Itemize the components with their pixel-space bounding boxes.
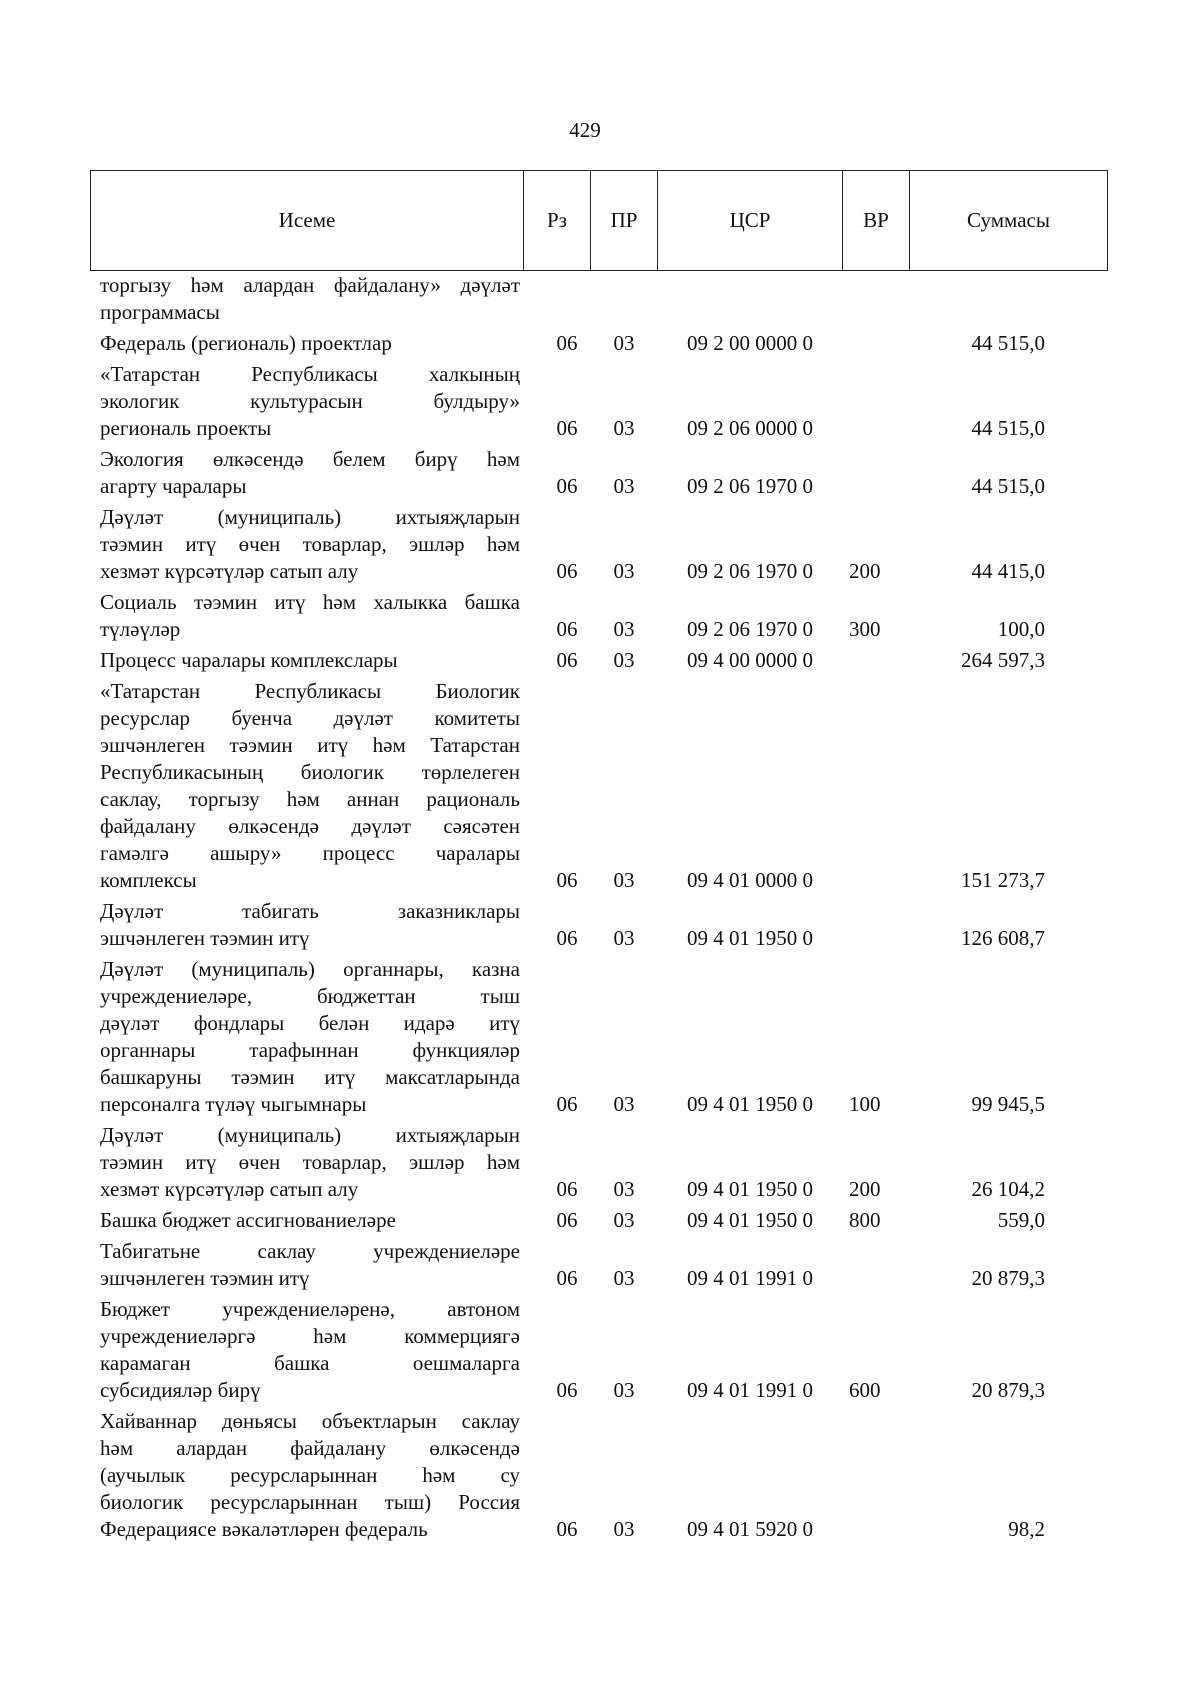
row-rz: 06: [556, 1092, 578, 1116]
row-rz: 06: [556, 1266, 578, 1290]
row-name-line: Республикасының биологик төрлелеген: [100, 760, 520, 784]
row-name-line: (аучылык ресурсларыннан һәм су: [100, 1463, 520, 1487]
row-csr: 09 4 01 1950 0: [687, 926, 813, 950]
row-name: [90, 647, 520, 674]
row-sum: 20 879,3: [971, 1266, 1045, 1290]
header-name: Исеме: [91, 171, 524, 271]
row-name-line: тәэмин итү өчен товарлар, эшләр һәм: [100, 532, 520, 556]
row-name-line: Башка бюджет ассигнованиеләре: [100, 1208, 396, 1232]
row-name-line: эшчәнлеген тәэмин итү: [100, 1266, 310, 1290]
row-csr: 09 4 01 1991 0: [687, 1266, 813, 1290]
row-name: [90, 1238, 520, 1292]
row-name: [90, 272, 520, 326]
row-rz: 06: [556, 331, 578, 355]
row-sum: 559,0: [997, 1208, 1045, 1232]
row-rz: 06: [556, 1208, 578, 1232]
row-pr: 03: [613, 868, 635, 892]
row-rz: 06: [556, 1517, 578, 1541]
header-vr: ВР: [843, 171, 910, 271]
row-name: [90, 956, 520, 1118]
row-name-line: Процесс чаралары комплекслары: [100, 648, 398, 672]
table-row: [90, 504, 1107, 585]
row-name-line: саклау, торгызу һәм аннан рациональ: [100, 787, 520, 811]
row-csr: 09 2 06 1970 0: [687, 559, 813, 583]
row-pr: 03: [613, 1092, 635, 1116]
row-vr: 200: [849, 559, 881, 583]
row-csr: 09 2 06 0000 0: [687, 416, 813, 440]
row-name-line: биологик ресурсларыннан тыш) Россия: [100, 1490, 520, 1514]
row-rz: 06: [556, 416, 578, 440]
row-csr: 09 4 01 0000 0: [687, 868, 813, 892]
row-pr: 03: [613, 474, 635, 498]
row-name: [90, 678, 520, 894]
row-name: [90, 361, 520, 442]
table-row: [90, 1238, 1107, 1292]
table-row: [90, 647, 1107, 674]
row-name-line: торгызу һәм алардан файдалану» дәүләт: [100, 273, 520, 297]
row-name-line: комплексы: [100, 868, 197, 892]
row-rz: 06: [556, 559, 578, 583]
table-row: [90, 898, 1107, 952]
row-sum: 20 879,3: [971, 1378, 1045, 1402]
row-name-line: хезмәт күрсәтүләр сатып алу: [100, 559, 359, 583]
row-name-line: «Татарстан Республикасы Биологик: [100, 679, 520, 703]
row-pr: 03: [613, 1378, 635, 1402]
row-sum: 126 608,7: [961, 926, 1045, 950]
row-name-line: ресурслар буенча дәүләт комитеты: [100, 706, 520, 730]
row-name-line: Дәүләт табигать заказниклары: [100, 899, 520, 923]
row-vr: 200: [849, 1177, 881, 1201]
row-sum: 26 104,2: [971, 1177, 1045, 1201]
row-pr: 03: [613, 331, 635, 355]
row-name-line: эшчәнлеген тәэмин итү: [100, 926, 310, 950]
row-rz: 06: [556, 1177, 578, 1201]
table-row: [90, 1207, 1107, 1234]
row-pr: 03: [613, 617, 635, 641]
row-name: [90, 1207, 520, 1234]
row-name-line: Дәүләт (муниципаль) ихтыяҗларын: [100, 505, 520, 529]
row-name-line: эшчәнлеген тәэмин итү һәм Татарстан: [100, 733, 520, 757]
row-sum: 44 515,0: [971, 331, 1045, 355]
row-rz: 06: [556, 868, 578, 892]
row-csr: 09 4 01 1950 0: [687, 1208, 813, 1232]
row-csr: 09 2 00 0000 0: [687, 331, 813, 355]
row-sum: 98,2: [1008, 1517, 1045, 1541]
header-rz: Рз: [524, 171, 591, 271]
row-name-line: Бюджет учреждениеләренә, автоном: [100, 1297, 520, 1321]
table-row: [90, 446, 1107, 500]
row-name-line: Экология өлкәсендә белем бирү һәм: [100, 447, 520, 471]
row-pr: 03: [613, 1517, 635, 1541]
row-csr: 09 4 01 5920 0: [687, 1517, 813, 1541]
row-csr: 09 4 00 0000 0: [687, 648, 813, 672]
table-row: [90, 330, 1107, 357]
row-name-line: Табигатьне саклау учреждениеләре: [100, 1239, 520, 1263]
row-name-line: Федерациясе вәкаләтләрен федераль: [100, 1517, 428, 1541]
row-sum: 44 515,0: [971, 416, 1045, 440]
row-name: [90, 1296, 520, 1404]
row-sum: 264 597,3: [961, 648, 1045, 672]
table-row: [90, 1122, 1107, 1203]
row-name-line: Дәүләт (муниципаль) органнары, казна: [100, 957, 520, 981]
row-pr: 03: [613, 1208, 635, 1232]
page-number: 429: [569, 118, 601, 142]
row-vr: 300: [849, 617, 881, 641]
row-name-line: файдалану өлкәсендә дәүләт сәясәтен: [100, 814, 520, 838]
row-name-line: учреждениеләргә һәм коммерциягә: [100, 1324, 520, 1348]
row-name-line: хезмәт күрсәтүләр сатып алу: [100, 1177, 359, 1201]
table-row: [90, 1408, 1107, 1543]
row-name-line: органнары тарафыннан функцияләр: [100, 1038, 520, 1062]
row-sum: 44 515,0: [971, 474, 1045, 498]
row-name: [90, 898, 520, 952]
row-name: [90, 504, 520, 585]
table-row: [90, 589, 1107, 643]
header-pr: ПР: [591, 171, 658, 271]
table-row: [90, 956, 1107, 1118]
row-rz: 06: [556, 617, 578, 641]
row-name-line: Федераль (региональ) проектлар: [100, 331, 392, 355]
row-sum: 99 945,5: [971, 1092, 1045, 1116]
row-vr: 100: [849, 1092, 881, 1116]
row-rz: 06: [556, 1378, 578, 1402]
row-name-line: гамәлгә ашыру» процесс чаралары: [100, 841, 520, 865]
row-pr: 03: [613, 648, 635, 672]
row-rz: 06: [556, 926, 578, 950]
header-sum: Суммасы: [910, 171, 1108, 271]
row-name: [90, 589, 520, 643]
table-row: [90, 678, 1107, 894]
row-pr: 03: [613, 1177, 635, 1201]
row-name-line: программасы: [100, 300, 220, 324]
row-name-line: региональ проекты: [100, 416, 272, 440]
row-sum: 44 415,0: [971, 559, 1045, 583]
row-csr: 09 4 01 1950 0: [687, 1177, 813, 1201]
row-sum: 100,0: [997, 617, 1045, 641]
row-name: [90, 1408, 520, 1543]
row-csr: 09 2 06 1970 0: [687, 474, 813, 498]
row-pr: 03: [613, 926, 635, 950]
row-csr: 09 4 01 1991 0: [687, 1378, 813, 1402]
row-name-line: экологик культурасын булдыру»: [100, 389, 520, 413]
table-body: [90, 272, 1107, 1547]
row-name-line: Социаль тәэмин итү һәм халыкка башка: [100, 590, 520, 614]
row-name-line: учреждениеләре, бюджеттан тыш: [100, 984, 520, 1008]
row-name-line: Дәүләт (муниципаль) ихтыяҗларын: [100, 1123, 520, 1147]
row-rz: 06: [556, 648, 578, 672]
table-row: [90, 1296, 1107, 1404]
row-vr: 600: [849, 1378, 881, 1402]
row-name-line: дәүләт фондлары белән идарә итү: [100, 1011, 520, 1035]
row-name-line: тәэмин итү өчен товарлар, эшләр һәм: [100, 1150, 520, 1174]
row-pr: 03: [613, 559, 635, 583]
row-name: [90, 446, 520, 500]
row-name-line: агарту чаралары: [100, 474, 247, 498]
row-name-line: персоналга түләү чыгымнары: [100, 1092, 367, 1116]
row-name-line: субсидияләр бирү: [100, 1378, 261, 1402]
row-name-line: түләүләр: [100, 617, 181, 641]
row-name-line: карамаган башка оешмаларга: [100, 1351, 520, 1375]
table-row: [90, 361, 1107, 442]
table-row: [90, 272, 1107, 326]
row-name-line: һәм алардан файдалану өлкәсендә: [100, 1436, 520, 1460]
row-name: [90, 330, 520, 357]
row-sum: 151 273,7: [961, 868, 1045, 892]
row-name-line: Хайваннар дөньясы объектларын саклау: [100, 1409, 520, 1433]
row-name-line: башкаруны тәэмин итү максатларында: [100, 1065, 520, 1089]
row-vr: 800: [849, 1208, 881, 1232]
table-header: [90, 170, 1108, 271]
row-name-line: «Татарстан Республикасы халкының: [100, 362, 520, 386]
row-pr: 03: [613, 416, 635, 440]
row-name: [90, 1122, 520, 1203]
row-csr: 09 4 01 1950 0: [687, 1092, 813, 1116]
row-rz: 06: [556, 474, 578, 498]
header-csr: ЦСР: [658, 171, 843, 271]
row-csr: 09 2 06 1970 0: [687, 617, 813, 641]
row-pr: 03: [613, 1266, 635, 1290]
